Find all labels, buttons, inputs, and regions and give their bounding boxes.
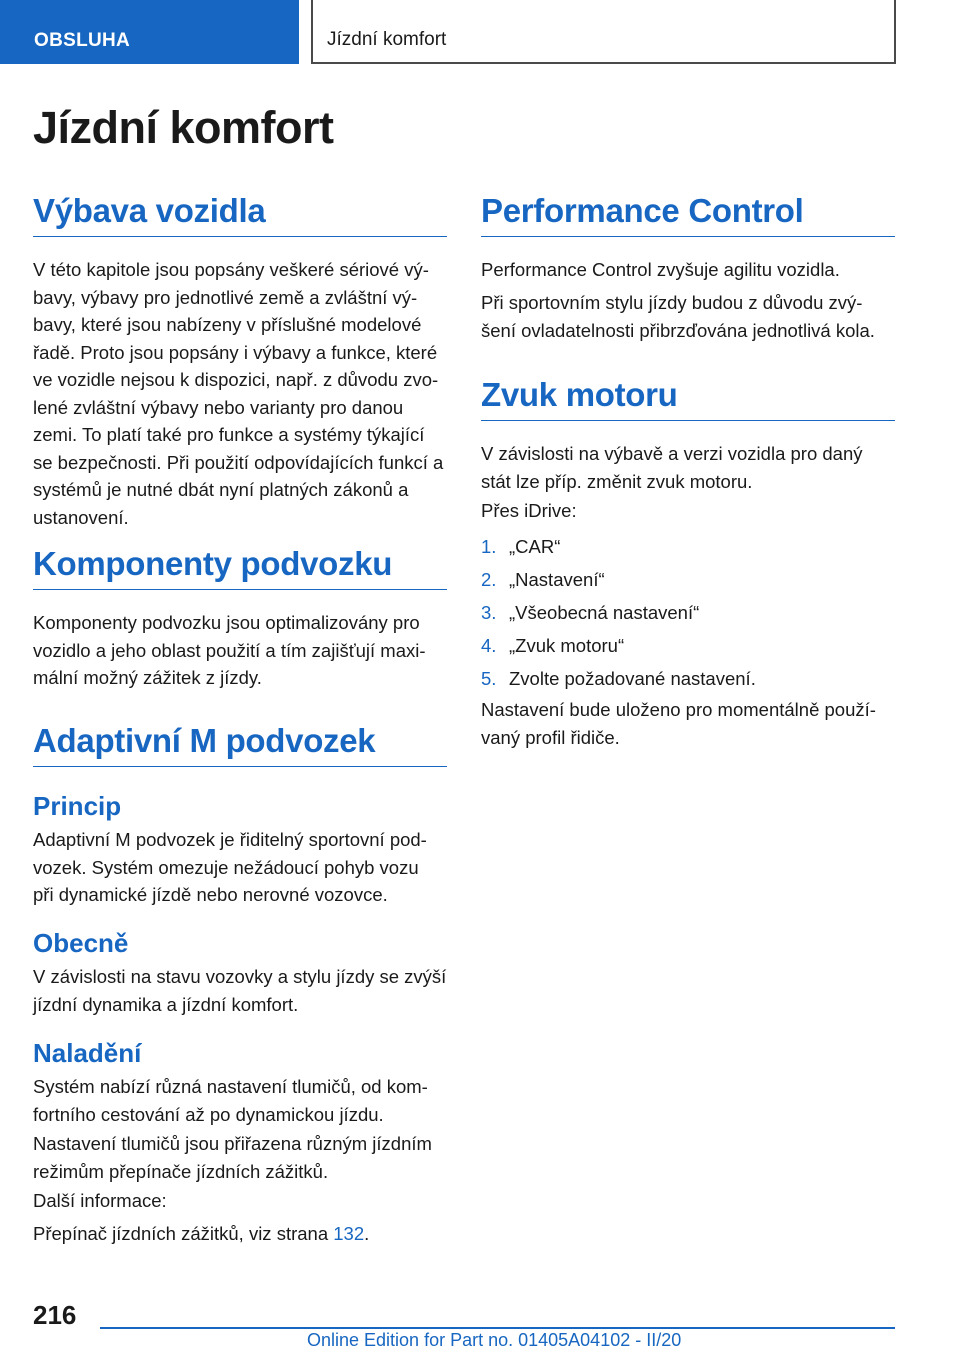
step-text: Zvolte požadované nastavení. — [509, 668, 756, 689]
heading-vybava: Výbava vozidla — [33, 192, 447, 237]
page-number: 216 — [33, 1300, 77, 1330]
paragraph-komponenty: Komponenty podvozku jsou optimalizovány pro vozidlo a jeho oblast použití a tím zajišťují maxi‐ mální možný zážitek z jízdy. — [33, 612, 426, 688]
paragraph-zvuk-3: Nastavení bude uloženo pro momentálně použí‐ vaný profil řidiče. — [481, 699, 876, 748]
heading-performance: Performance Control — [481, 192, 895, 237]
chapter-header — [311, 0, 896, 64]
heading-obecne: Obecně — [33, 928, 129, 958]
paragraph-vybava: V této kapitole jsou popsány veškeré sériové vý‐ bavy, výbavy pro jednotlivé země a zvláštní vý‐ bavy, které jsou nabízeny v příslušné modelové řadě. Proto jsou popsány i výbavy a funkce, které ve vozidle nejsou k dispozici, např. z důvodu zvo‐ lené zvláštní výbavy nebo varianty pro danou zemi. To platí také pro funkce a systémy týkající se bezpečnosti. Při použití odpovídajících funkcí a systémů je nutné dbát nyní platných zákonů a ustanovení. — [33, 259, 444, 528]
paragraph-obecne: V závislosti na stavu vozovky a stylu jízdy se zvýší jízdní dynamika a jízdní komfort. — [33, 966, 447, 1015]
heading-naladeni: Naladění — [33, 1038, 142, 1068]
paragraph-naladeni-1: Systém nabízí různá nastavení tlumičů, od kom‐ fortního cestování až po dynamickou jízdu. — [33, 1076, 428, 1125]
list-item — [481, 632, 895, 665]
heading-adaptivni: Adaptivní M podvozek — [33, 722, 447, 767]
list-item — [481, 665, 895, 698]
chapter-label: Jízdní komfort — [327, 29, 447, 50]
step-number: 1. — [481, 536, 497, 557]
steps-list — [481, 533, 895, 698]
step-number: 3. — [481, 602, 497, 623]
step-text: „Všeobecná nastavení“ — [509, 602, 700, 623]
edition-label: Online Edition for Part no. 01405A04102 - II/20 — [307, 1330, 682, 1350]
heading-princip: Princip — [33, 791, 122, 821]
step-number: 2. — [481, 569, 497, 590]
list-item — [481, 533, 895, 566]
paragraph-naladeni-2: Nastavení tlumičů jsou přiřazena různým jízdním režimům přepínače jízdních zážitků. — [33, 1133, 432, 1182]
list-item — [481, 566, 895, 599]
heading-komponenty: Komponenty podvozku — [33, 545, 447, 590]
step-number: 4. — [481, 635, 497, 656]
list-item — [481, 599, 895, 632]
section-tab — [0, 0, 299, 64]
footer-divider — [100, 1327, 895, 1329]
page-title: Jízdní komfort — [33, 102, 334, 153]
heading-zvuk: Zvuk motoru — [481, 376, 895, 421]
paragraph-performance-1: Performance Control zvyšuje agilitu vozidla. — [481, 259, 840, 280]
step-text: „Zvuk motoru“ — [509, 635, 625, 656]
step-text: „CAR“ — [509, 536, 561, 557]
paragraph-princip: Adaptivní M podvozek je řiditelný sportovní pod‐ vozek. Systém omezuje nežádoucí pohyb vozu při dynamické jízdě nebo nerovné vozovce. — [33, 829, 427, 905]
step-text: „Nastavení“ — [509, 569, 605, 590]
paragraph-performance-2: Při sportovním stylu jízdy budou z důvodu zvý‐ šení ovladatelnosti přibrzďována jednotlivá kola. — [481, 292, 875, 341]
paragraph-zvuk-2: Přes iDrive: — [481, 500, 577, 521]
section-label: OBSLUHA — [34, 30, 131, 51]
paragraph-zvuk-1: V závislosti na výbavě a verzi vozidla pro daný stát lze příp. změnit zvuk motoru. — [481, 443, 863, 492]
page-link-132[interactable]: 132 — [333, 1223, 365, 1244]
step-number: 5. — [481, 668, 497, 689]
paragraph-naladeni-4: Přepínač jízdních zážitků, viz strana 132. — [33, 1223, 370, 1244]
paragraph-naladeni-3: Další informace: — [33, 1190, 167, 1211]
